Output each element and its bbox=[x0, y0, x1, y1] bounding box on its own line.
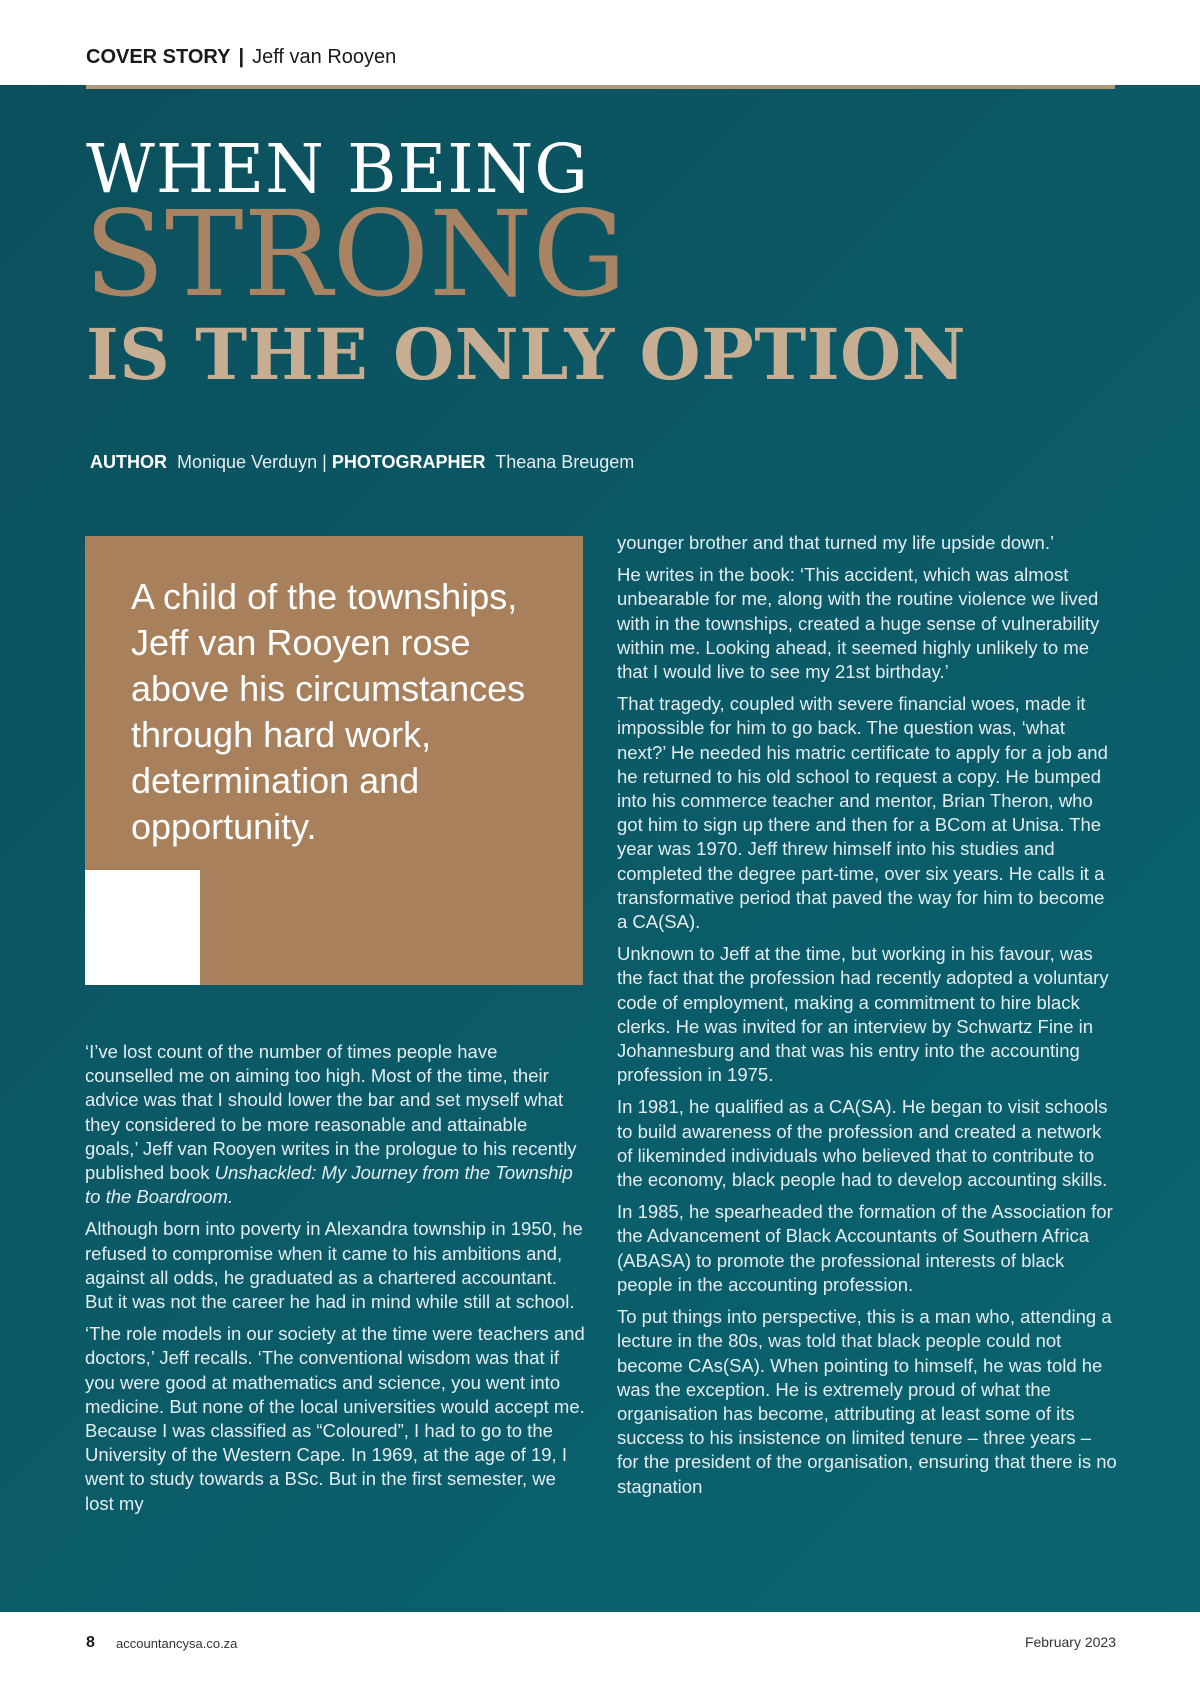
paragraph: He writes in the book: ‘This accident, which was almost unbearable for me, along with the routine violence we lived with in the townships, created a huge sense of vulnerability within me. Looking ahead, it seemed highly unlikely to me that I would live to see my 21st birthday.’ bbox=[617, 564, 1100, 683]
paragraph bbox=[85, 1040, 585, 1209]
header-subject: Jeff van Rooyen bbox=[252, 46, 397, 68]
paragraph: In 1985, he spearheaded the formation of the Association for the Advancement of Black Accountants of Southern Africa (ABASA) to promote the professional interests of black people in the accounting profession. bbox=[617, 1201, 1113, 1295]
byline bbox=[90, 452, 634, 473]
body-column-right bbox=[617, 531, 1117, 1507]
website-link[interactable]: accountancysa.co.za bbox=[116, 1636, 238, 1651]
photographer-label: PHOTOGRAPHER bbox=[331, 452, 486, 472]
page-number: 8 bbox=[86, 1634, 95, 1651]
headline-line-3: IS THE ONLY OPTION bbox=[86, 313, 967, 396]
header-separator: | bbox=[238, 46, 245, 68]
pullquote-text: A child of the townships, Jeff van Rooyen rose above his circumstances through hard work, determination and opportunity. bbox=[131, 576, 526, 847]
author-label: AUTHOR bbox=[90, 452, 167, 472]
gold-rule bbox=[86, 85, 1115, 89]
paragraph: younger brother and that turned my life upside down.’ bbox=[617, 532, 1055, 553]
author-name: Monique Verduyn bbox=[177, 452, 318, 472]
pullquote-corner-block bbox=[85, 870, 200, 985]
paragraph: Unknown to Jeff at the time, but working in his favour, was the fact that the profession had recently adopted a voluntary code of employment, making a commitment to hire black clerks. He was invited for an interview by Schwartz Fine in Johannesburg and that was his entry into the accounting profession in 1975. bbox=[617, 943, 1109, 1086]
paragraph: In 1981, he qualified as a CA(SA). He began to visit schools to build awareness of the profession and created a network of likeminded individuals who believed that to contribute to the economy, black people had to develop accounting skills. bbox=[617, 1096, 1108, 1191]
issue-date: February 2023 bbox=[1024, 1634, 1116, 1650]
page-header bbox=[0, 0, 1200, 85]
page-footer bbox=[0, 1612, 1200, 1696]
book-title: Unshackled: My Journey from the Township to the Boardroom. bbox=[85, 1162, 573, 1208]
section-label: COVER STORY bbox=[86, 46, 231, 68]
running-head bbox=[86, 46, 396, 69]
headline-line-2: STRONG bbox=[84, 185, 627, 323]
paragraph: ‘The role models in our society at the time were teachers and doctors,’ Jeff recalls. ‘The conventional wisdom was that if you were good at mathematics and science, you went into medicine. But none of the local universities would accept me. Because I was classified as “Coloured”, I had to go to the University of the Western Cape. In 1969, at the age of 19, I went to study towards a BSc. But in the first semester, we lost my bbox=[85, 1323, 585, 1514]
paragraph: Although born into poverty in Alexandra township in 1950, he refused to compromise when it came to his ambitions and, against all odds, he graduated as a chartered accountant. But it was not the career he had in mind while still at school. bbox=[85, 1218, 583, 1313]
pullquote-box bbox=[85, 536, 583, 985]
byline-divider: | bbox=[322, 452, 327, 472]
body-column-left bbox=[85, 1040, 585, 1524]
paragraph-text: ‘I’ve lost count of the number of times people have counselled me on aiming too high. Most of the time, their advice was that I should lower the bar and set myself what they considered to be more reasonable and attainable goals,’ Jeff van Rooyen writes in the prologue to his recently published book bbox=[85, 1041, 577, 1184]
paragraph: To put things into perspective, this is a man who, attending a lecture in the 80s, was told that black people could not become CAs(SA). When pointing to himself, he was told he was the exception. He is extremely proud of what the organisation has become, attributing at least some of its success to his insistence on limited tenure – three years – for the president of the organisation, ensuring that there is no stagnation bbox=[617, 1306, 1117, 1497]
headline-line-1: WHEN BEING bbox=[86, 130, 589, 208]
photographer-name: Theana Breugem bbox=[495, 452, 635, 472]
paragraph: That tragedy, coupled with severe financial woes, made it impossible for him to go back. The question was, ‘what next?’ He needed his matric certificate to apply for a job and he returned to his old school to request a copy. He bumped into his commerce teacher and mentor, Brian Theron, who got him to sign up there and then for a BCom at Unisa. The year was 1970. Jeff threw himself into his studies and completed the degree part-time, over six years. He calls it a transformative period that paved the way for him to become a CA(SA). bbox=[617, 693, 1108, 933]
